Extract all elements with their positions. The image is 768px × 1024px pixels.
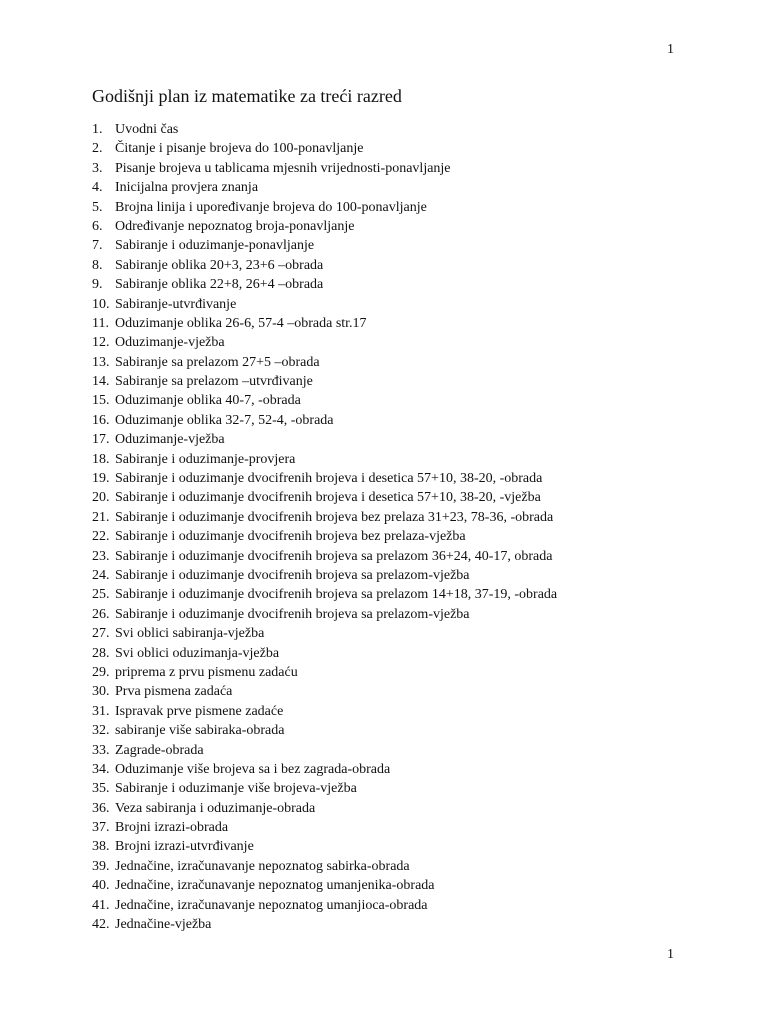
list-item-text: Sabiranje oblika 22+8, 26+4 –obrada (115, 277, 324, 293)
list-item-number: 38. (92, 839, 110, 855)
list-item (92, 198, 557, 217)
list-item-number: 9. (92, 277, 103, 293)
list-item (92, 702, 557, 721)
list-item (92, 275, 557, 294)
list-item-text: Sabiranje i oduzimanje dvocifrenih brojeva i desetica 57+10, 38-20, -obrada (115, 471, 543, 487)
list-item-number: 2. (92, 141, 103, 157)
list-item-text: Oduzimanje-vježba (115, 335, 225, 351)
list-item (92, 314, 557, 333)
list-item-text: Oduzimanje oblika 32-7, 52-4, -obrada (115, 412, 334, 428)
list-item (92, 236, 557, 255)
list-item (92, 566, 557, 585)
list-item (92, 896, 557, 915)
document-title: Godišnji plan iz matematike za treći razred (92, 86, 402, 106)
list-item-text: Pisanje brojeva u tablicama mjesnih vrijednosti-ponavljanje (115, 160, 451, 176)
list-item-text: Sabiranje i oduzimanje-provjera (115, 451, 296, 467)
list-item (92, 644, 557, 663)
list-item-number: 37. (92, 820, 110, 836)
list-item-text: Veza sabiranja i oduzimanje-obrada (115, 800, 316, 816)
list-item (92, 837, 557, 856)
list-item (92, 508, 557, 527)
list-item-number: 40. (92, 878, 110, 894)
list-item-text: Oduzimanje više brojeva sa i bez zagrada-obrada (115, 761, 391, 777)
list-item-text: Sabiranje i oduzimanje dvocifrenih brojeva sa prelazom 14+18, 37-19, -obrada (115, 587, 558, 603)
list-item-text: Oduzimanje-vježba (115, 432, 225, 448)
list-item-text: Sabiranje sa prelazom –utvrđivanje (115, 374, 313, 390)
list-item (92, 217, 557, 236)
list-item-text: Sabiranje-utvrđivanje (115, 296, 237, 312)
list-item (92, 547, 557, 566)
list-item (92, 682, 557, 701)
list-item (92, 256, 557, 275)
list-item (92, 527, 557, 546)
list-item (92, 663, 557, 682)
list-item-number: 33. (92, 742, 110, 758)
list-item-number: 32. (92, 723, 110, 739)
list-item (92, 159, 557, 178)
list-item-text: Sabiranje i oduzimanje dvocifrenih brojeva sa prelazom-vježba (115, 567, 470, 583)
list-item-text: Sabiranje i oduzimanje više brojeva-vježba (115, 781, 357, 797)
header-page-number: 1 (667, 42, 674, 57)
list-item-text: Uvodni čas (115, 122, 179, 137)
list-item-number: 15. (92, 393, 110, 409)
list-item-number: 30. (92, 684, 110, 700)
list-item (92, 488, 557, 507)
list-item (92, 605, 557, 624)
list-item-number: 29. (92, 664, 110, 680)
list-item-number: 4. (92, 180, 103, 196)
list-item (92, 779, 557, 798)
list-item (92, 139, 557, 158)
list-item-text: Jednačine, izračunavanje nepoznatog sabirka-obrada (115, 858, 410, 874)
list-item (92, 915, 557, 934)
list-item-text: Sabiranje i oduzimanje dvocifrenih brojeva i desetica 57+10, 38-20, -vježba (115, 490, 541, 506)
list-item-text: Svi oblici oduzimanja-vježba (115, 645, 280, 661)
list-item-number: 26. (92, 606, 110, 622)
list-item-text: Sabiranje i oduzimanje dvocifrenih brojeva bez prelaza 31+23, 78-36, -obrada (115, 509, 554, 525)
list-item-number: 28. (92, 645, 110, 661)
list-item-text: Prva pismena zadaća (115, 684, 233, 700)
list-item (92, 353, 557, 372)
list-item (92, 857, 557, 876)
list-item-text: Brojna linija i upoređivanje brojeva do 100-ponavljanje (115, 199, 427, 215)
list-item-text: Određivanje nepoznatog broja-ponavljanje (115, 218, 355, 234)
list-item (92, 585, 557, 604)
list-item-number: 31. (92, 703, 110, 719)
list-item (92, 741, 557, 760)
list-item-number: 34. (92, 761, 110, 777)
list-item-text: Oduzimanje oblika 40-7, -obrada (115, 393, 301, 409)
list-item-text: Oduzimanje oblika 26-6, 57-4 –obrada str.17 (115, 315, 367, 331)
list-item-number: 17. (92, 432, 110, 448)
list-item-text: Brojni izrazi-obrada (115, 820, 229, 836)
list-item-text: Sabiranje i oduzimanje dvocifrenih brojeva bez prelaza-vježba (115, 529, 466, 545)
list-item-text: priprema z prvu pismenu zadaću (115, 664, 298, 680)
list-item-number: 36. (92, 800, 110, 816)
list-item (92, 411, 557, 430)
list-item-number: 10. (92, 296, 110, 312)
list-item-text: Brojni izrazi-utvrđivanje (115, 839, 254, 855)
list-item-text: Sabiranje oblika 20+3, 23+6 –obrada (115, 257, 324, 273)
list-item (92, 120, 557, 139)
list-item (92, 469, 557, 488)
list-item-number: 11. (92, 315, 109, 331)
list-item (92, 450, 557, 469)
list-item-number: 3. (92, 160, 103, 176)
list-item-number: 25. (92, 587, 110, 603)
list-item-number: 16. (92, 412, 110, 428)
list-item (92, 760, 557, 779)
list-item-number: 39. (92, 858, 110, 874)
list-item-number: 27. (92, 626, 110, 642)
list-item-number: 42. (92, 917, 110, 933)
list-item-text: Sabiranje i oduzimanje-ponavljanje (115, 238, 315, 254)
list-item-number: 23. (92, 548, 110, 564)
list-item-number: 41. (92, 897, 110, 913)
list-item-text: Sabiranje i oduzimanje dvocifrenih brojeva sa prelazom-vježba (115, 606, 470, 622)
list-item-text: Zagrade-obrada (115, 742, 204, 758)
footer-page-number: 1 (667, 947, 674, 962)
lesson-plan-list (92, 120, 557, 934)
list-item-number: 12. (92, 335, 110, 351)
list-item (92, 430, 557, 449)
list-item-text: Čitanje i pisanje brojeva do 100-ponavljanje (115, 141, 364, 157)
list-item-text: Jednačine, izračunavanje nepoznatog umanjioca-obrada (115, 897, 428, 913)
list-item (92, 295, 557, 314)
list-item-text: Inicijalna provjera znanja (115, 180, 259, 196)
list-item (92, 799, 557, 818)
list-item (92, 721, 557, 740)
list-item (92, 624, 557, 643)
list-item-number: 6. (92, 218, 103, 234)
list-item-text: Jednačine-vježba (115, 917, 212, 933)
list-item-number: 8. (92, 257, 103, 273)
list-item-number: 5. (92, 199, 103, 215)
list-item-number: 19. (92, 471, 110, 487)
list-item-number: 21. (92, 509, 110, 525)
list-item-text: Sabiranje sa prelazom 27+5 –obrada (115, 354, 320, 370)
list-item-number: 7. (92, 238, 103, 254)
list-item-number: 20. (92, 490, 110, 506)
list-item (92, 333, 557, 352)
list-item (92, 876, 557, 895)
list-item (92, 391, 557, 410)
list-item-text: Ispravak prve pismene zadaće (115, 703, 284, 719)
list-item-number: 35. (92, 781, 110, 797)
list-item-text: Jednačine, izračunavanje nepoznatog umanjenika-obrada (115, 878, 435, 894)
list-item-number: 18. (92, 451, 110, 467)
list-item (92, 818, 557, 837)
list-item-text: sabiranje više sabiraka-obrada (115, 723, 285, 739)
list-item (92, 372, 557, 391)
list-item-number: 14. (92, 374, 110, 390)
list-item-text: Sabiranje i oduzimanje dvocifrenih brojeva sa prelazom 36+24, 40-17, obrada (115, 548, 553, 564)
list-item-number: 24. (92, 567, 110, 583)
list-item-number: 1. (92, 122, 103, 137)
list-item (92, 178, 557, 197)
list-item-number: 13. (92, 354, 110, 370)
list-item-number: 22. (92, 529, 110, 545)
list-item-text: Svi oblici sabiranja-vježba (115, 626, 265, 642)
